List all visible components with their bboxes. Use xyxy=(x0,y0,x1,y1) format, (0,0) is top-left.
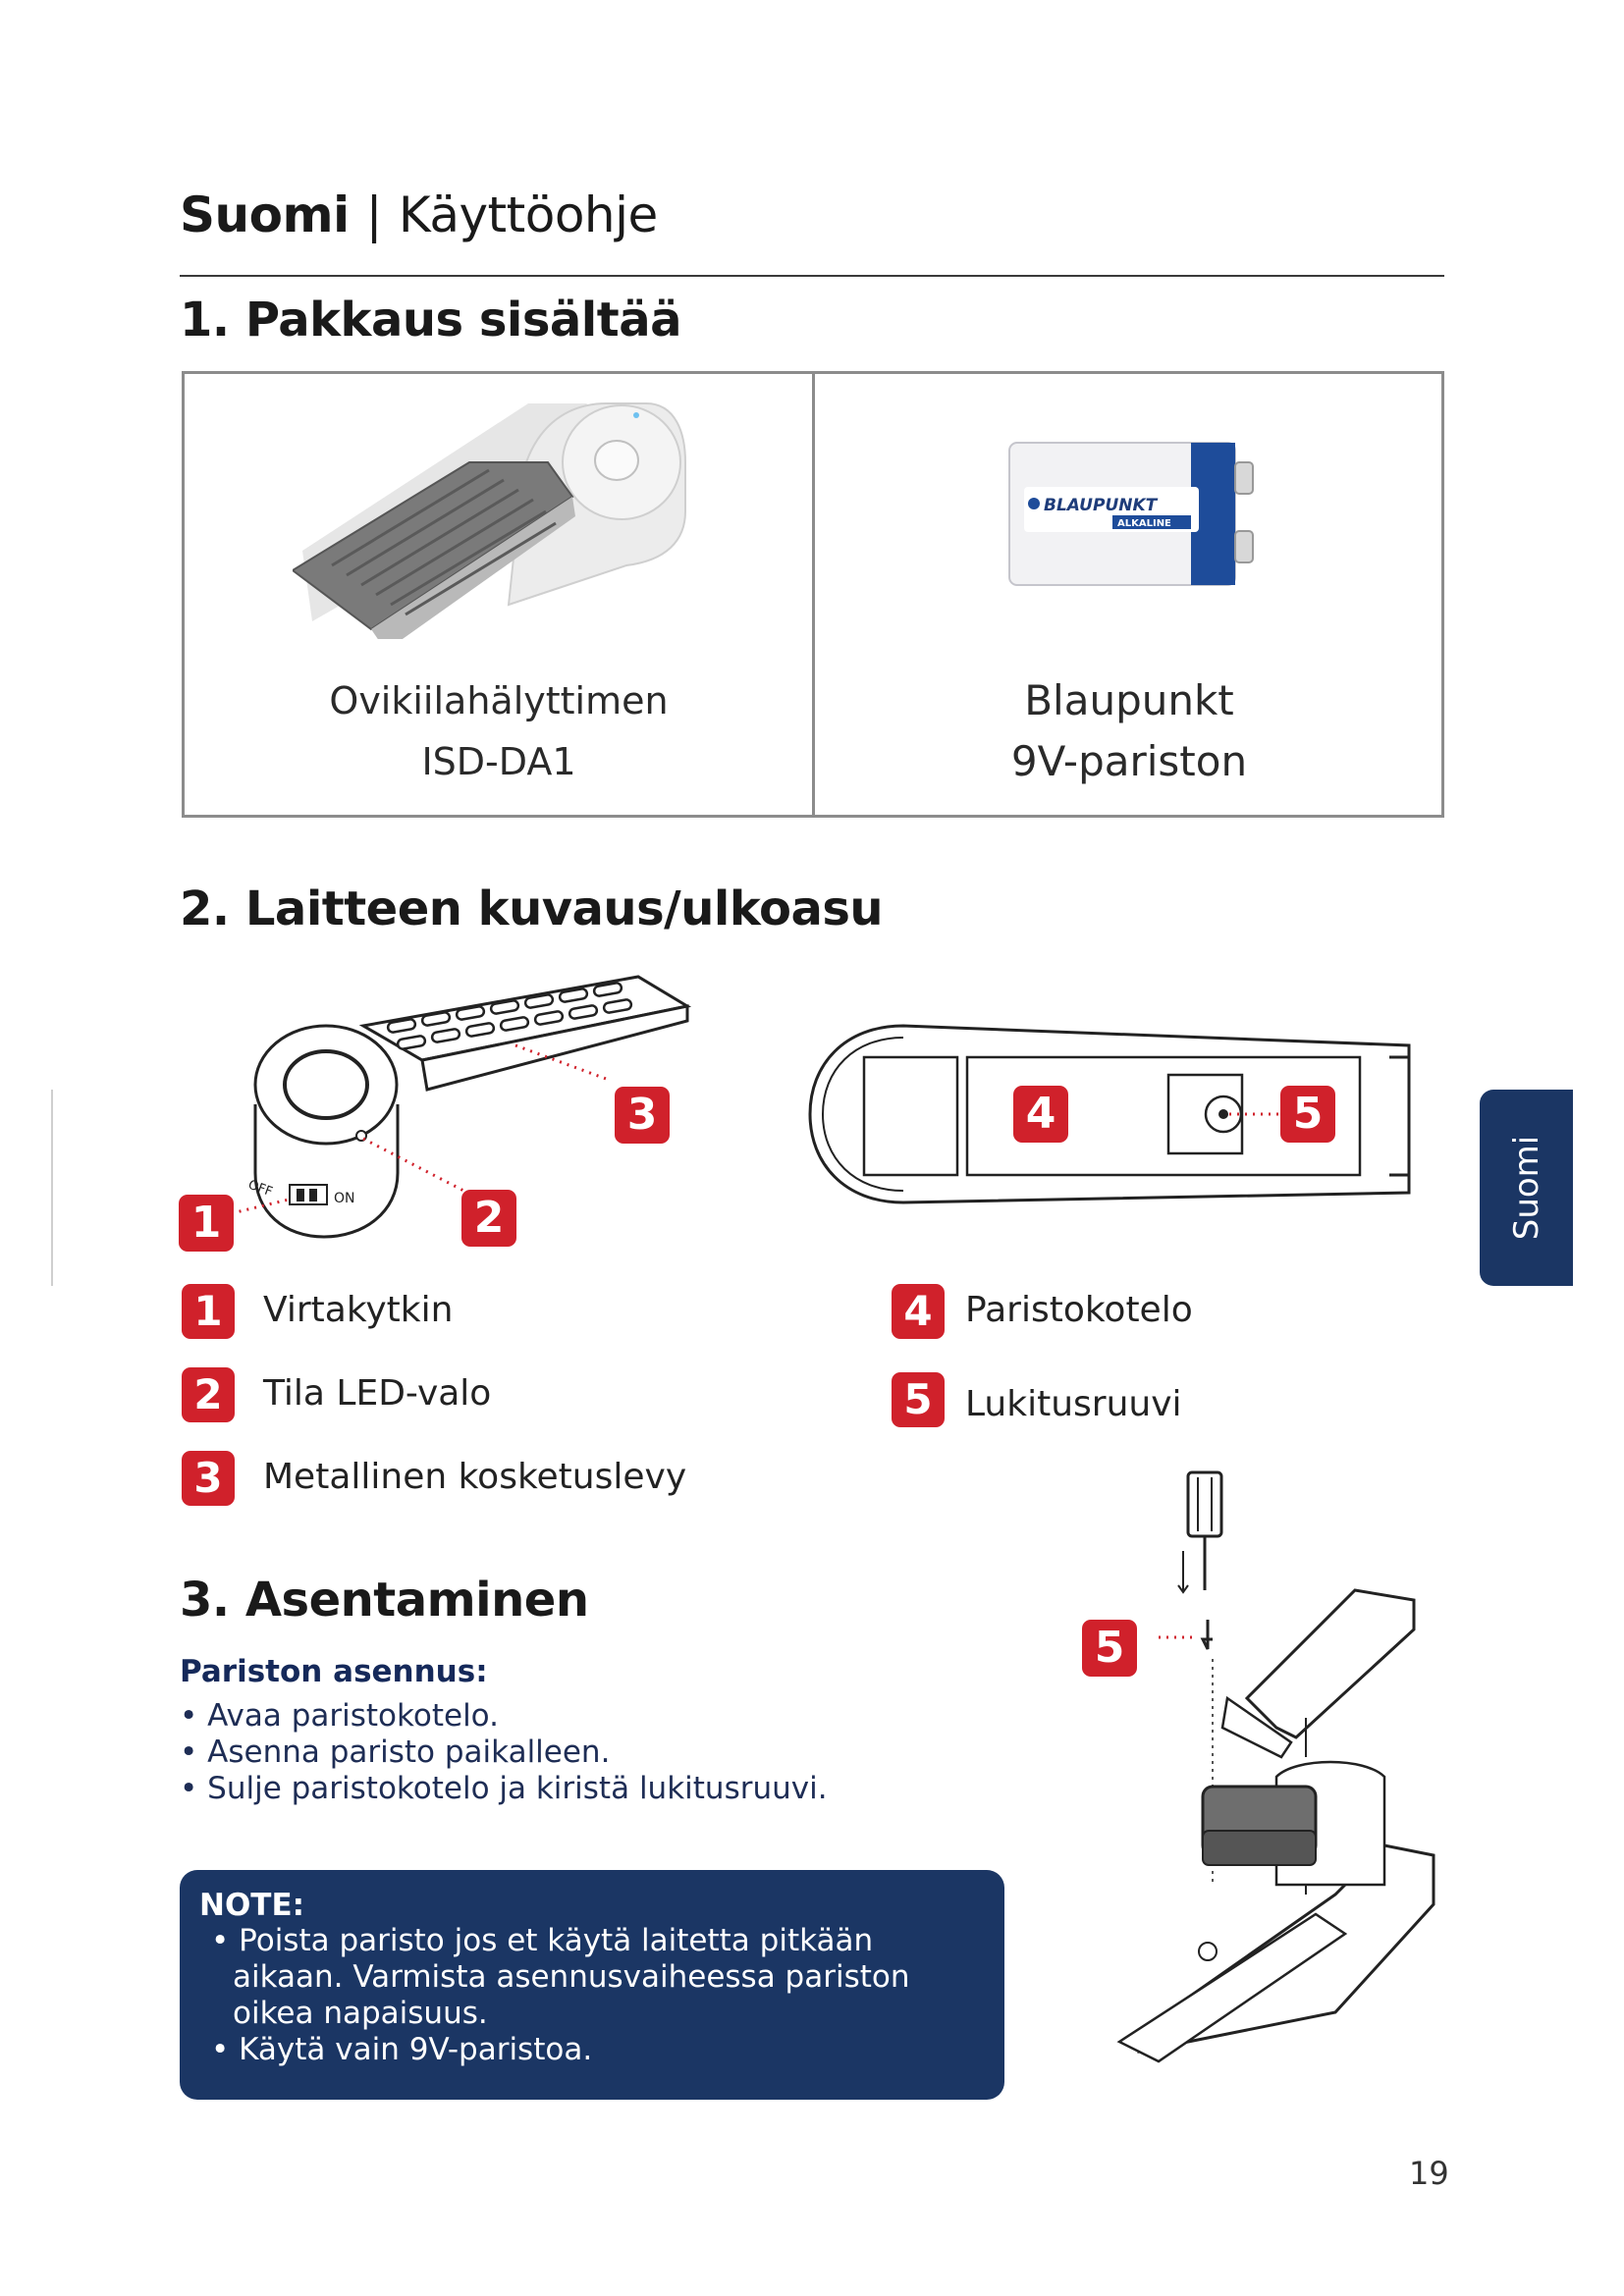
legend-4-label: Paristokotelo xyxy=(965,1290,1193,1330)
device-back-diagram xyxy=(805,1016,1434,1212)
callout-1-badge: 1 xyxy=(179,1195,234,1252)
header-rule xyxy=(180,275,1444,277)
battery-image xyxy=(1004,438,1260,590)
door-wedge-alarm-image xyxy=(293,394,725,639)
note-box xyxy=(180,1870,1004,2100)
legend-1-label: Virtakytkin xyxy=(263,1290,454,1330)
switch-off-label: OFF xyxy=(245,1177,275,1201)
legend-1-badge: 1 xyxy=(182,1284,235,1339)
section-installation-heading: 3. Asentaminen xyxy=(180,1573,589,1628)
installation-step-1: • Avaa paristokotelo. xyxy=(180,1698,828,1735)
callout-5-badge: 5 xyxy=(1280,1086,1335,1143)
battery-installation-diagram xyxy=(1021,1463,1443,2110)
package-item-2 xyxy=(815,670,1443,792)
package-item-2-name: Blaupunkt xyxy=(1024,676,1234,724)
switch-on-label: ON xyxy=(334,1191,355,1206)
page-number: 19 xyxy=(1409,2155,1449,2192)
legend-2-badge: 2 xyxy=(182,1367,235,1422)
legend-5-label: Lukitusruuvi xyxy=(965,1384,1182,1424)
legend-3-label: Metallinen kosketuslevy xyxy=(263,1457,687,1497)
installation-subheading: Pariston asennus: xyxy=(180,1654,488,1689)
margin-line xyxy=(51,1090,53,1286)
note-item-2: • Käytä vain 9V-paristoa. xyxy=(199,2032,985,2068)
callout-3-badge: 3 xyxy=(615,1087,670,1144)
installation-steps xyxy=(180,1698,828,1807)
note-title: NOTE: xyxy=(199,1888,305,1923)
package-item-2-model: 9V-pariston xyxy=(1010,737,1248,785)
title-separator: | xyxy=(365,187,382,243)
callout-2-badge: 2 xyxy=(461,1190,516,1247)
language-side-tab[interactable] xyxy=(1480,1090,1573,1286)
section-contents-heading: 1. Pakkaus sisältää xyxy=(180,293,681,347)
install-callout-badge: 5 xyxy=(1082,1620,1137,1677)
legend-5-badge: 5 xyxy=(892,1372,945,1427)
callout-4-badge: 4 xyxy=(1013,1086,1068,1143)
title-text: Käyttöohje xyxy=(398,187,658,243)
battery-type-text: ALKALINE xyxy=(1117,518,1171,529)
note-item-1: • Poista paristo jos et käytä laitetta pitkään aikaan. Varmista asennusvaiheessa pariston oikea napaisuus. xyxy=(199,1923,985,2032)
package-item-1-name: Ovikiilahälyttimen xyxy=(329,679,669,722)
installation-step-3: • Sulje paristokotelo ja kiristä lukitusruuvi. xyxy=(180,1771,828,1807)
language-side-tab-label: Suomi xyxy=(1506,1135,1546,1241)
legend-2-label: Tila LED-valo xyxy=(263,1373,492,1414)
title-language: Suomi xyxy=(180,187,350,243)
package-item-1 xyxy=(185,670,813,792)
legend-3-badge: 3 xyxy=(182,1451,235,1506)
note-list xyxy=(199,1923,985,2068)
section-description-heading: 2. Laitteen kuvaus/ulkoasu xyxy=(180,881,884,936)
legend-4-badge: 4 xyxy=(892,1284,945,1339)
page-title xyxy=(180,187,658,243)
package-contents-table xyxy=(182,371,1444,818)
installation-step-2: • Asenna paristo paikalleen. xyxy=(180,1735,828,1771)
battery-brand-text: BLAUPUNKT xyxy=(1044,496,1158,515)
package-item-1-model: ISD-DA1 xyxy=(421,740,576,783)
